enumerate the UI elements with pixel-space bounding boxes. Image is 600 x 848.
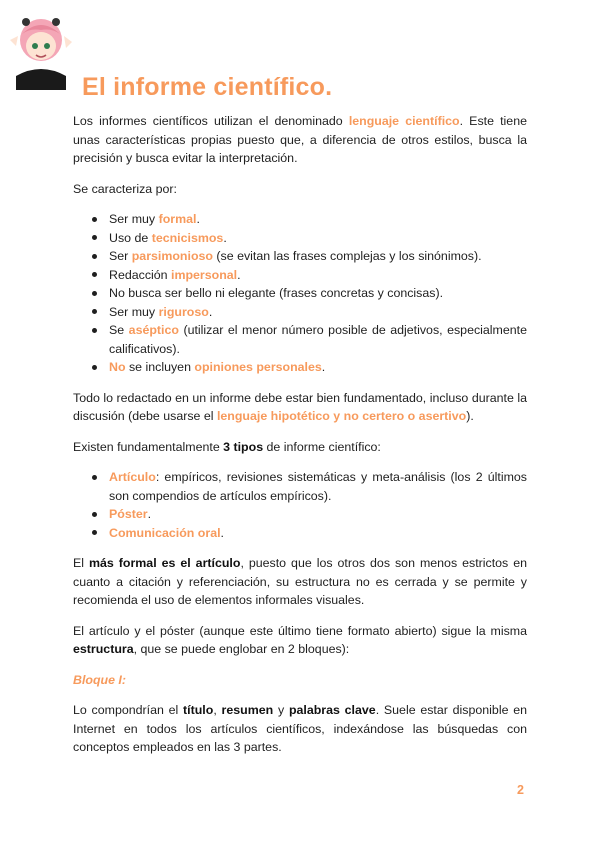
formal-paragraph: El más formal es el artículo, puesto que los otros dos son menos estrictos en cuanto a citación y referenciación, su estructura no es cerrada y se permite y recomienda el uso de elementos informales visuales.: [73, 556, 527, 607]
list-item: Comunicación oral.: [109, 524, 527, 543]
list-item: Se aséptico (utilizar el menor número posible de adjetivos, especialmente calificativos).: [109, 321, 527, 358]
list-item: Artículo: empíricos, revisiones sistemáticas y meta-análisis (los 2 últimos son compendios de artículos empíricos).: [109, 468, 527, 505]
list-item: Uso de tecnicismos.: [109, 229, 527, 248]
document-body: [73, 112, 527, 769]
list-item: Ser parsimonioso (se evitan las frases complejas y los sinónimos).: [109, 247, 527, 266]
page-number: 2: [517, 783, 524, 797]
characteristics-intro: Se caracteriza por:: [73, 181, 177, 196]
structure-paragraph: El artículo y el póster (aunque este último tiene formato abierto) sigue la misma estructura, que se puede englobar en 2 bloques):: [73, 623, 527, 656]
list-item: Póster.: [109, 505, 527, 524]
bloque-heading: Bloque I:: [73, 672, 126, 687]
list-item: Ser muy riguroso.: [109, 303, 527, 322]
highlight: lenguaje científico: [348, 114, 460, 128]
list-item: Ser muy formal.: [109, 210, 527, 229]
list-item: Redacción impersonal.: [109, 266, 527, 285]
list-item: No se incluyen opiniones personales.: [109, 358, 527, 377]
bloque-paragraph: Lo compondrían el título, resumen y palabras clave. Suele estar disponible en Internet en todos los artículos científicos, indexándose las búsquedas con conceptos empleados en las 3 partes.: [73, 703, 528, 754]
types-list: [73, 468, 527, 542]
characteristics-list: [73, 210, 527, 377]
list-item: No busca ser bello ni elegante (frases concretas y concisas).: [109, 284, 527, 303]
types-intro: Existen fundamentalmente 3 tipos de informe científico:: [73, 439, 381, 454]
anime-girl-avatar-icon: [6, 6, 76, 90]
page-title: El informe científico.: [82, 73, 333, 101]
intro-paragraph: Los informes científicos utilizan el denominado lenguaje científico. Este tiene unas características propias puesto que, a diferencia de otros estilos, busca la precisión y busca evitar la interpretación.: [73, 114, 527, 165]
grounding-paragraph: Todo lo redactado en un informe debe estar bien fundamentado, incluso durante la discusión (debe usarse el lenguaje hipotético y no certero o asertivo).: [73, 390, 527, 423]
